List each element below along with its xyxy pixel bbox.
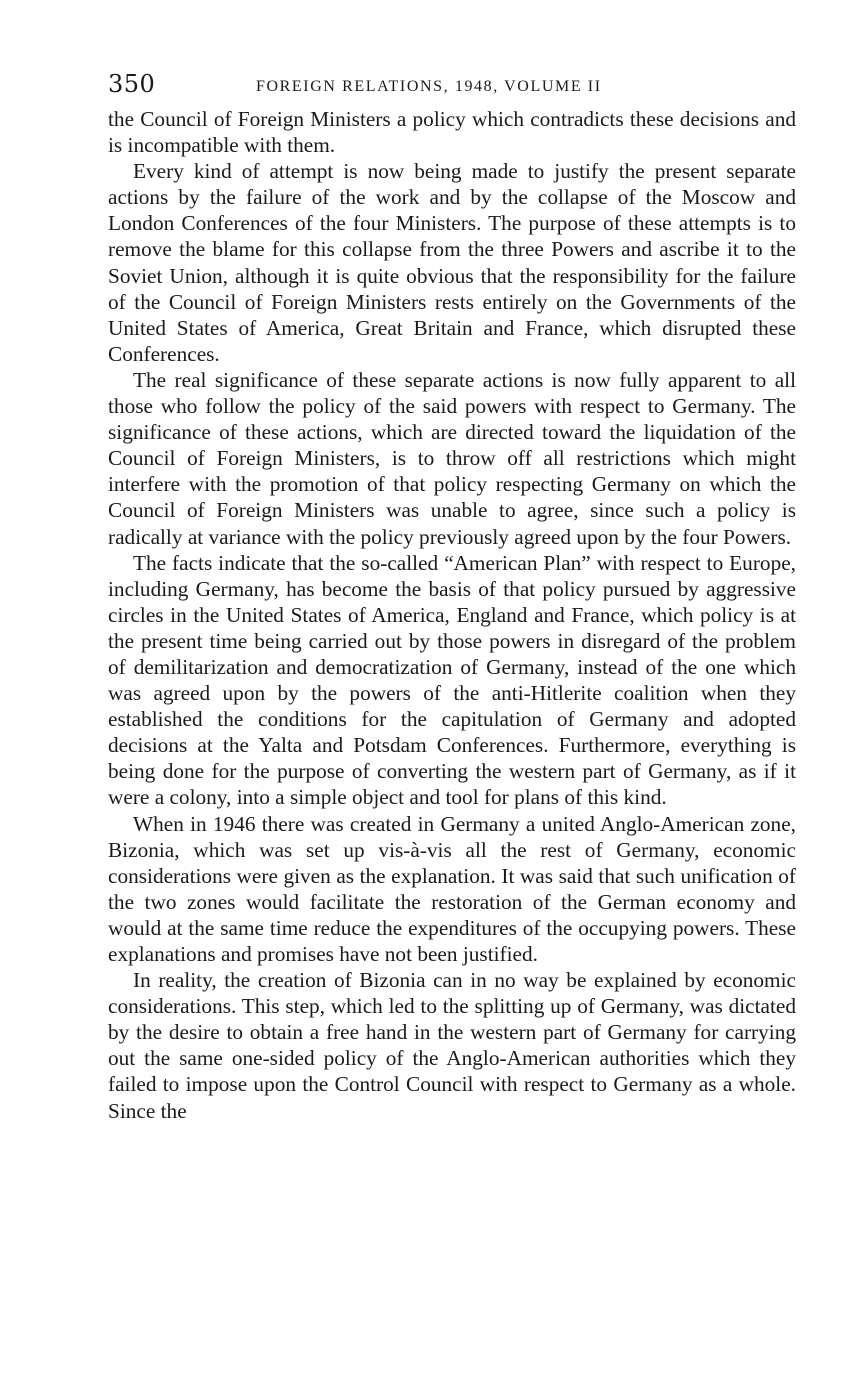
page-number: 350 <box>108 70 156 98</box>
body-text <box>108 106 796 1124</box>
running-head <box>108 70 796 106</box>
document-page <box>108 70 796 1124</box>
paragraph: The real significance of these separate actions is now fully apparent to all those who follow the policy of the said powers with respect to Germany. The significance of these actions, which are directed toward the liquidation of the Council of Foreign Ministers, is to throw off all restrictions which might interfere with the promotion of that policy respecting Germany on which the Council of Foreign Ministers was unable to agree, since such a policy is radically at variance with the policy previously agreed upon by the four Powers. <box>108 367 796 549</box>
paragraph: Every kind of attempt is now being made to justify the present separate actions by the failure of the work and by the collapse of the Moscow and London Conferences of the four Ministers. The purpose of these attempts is to remove the blame for this collapse from the three Powers and ascribe it to the Soviet Union, although it is quite obvious that the responsibility for the failure of the Council of Foreign Ministers rests entirely on the Governments of the United States of America, Great Britain and France, which disrupted these Conferences. <box>108 159 796 366</box>
paragraph: The facts indicate that the so-called “American Plan” with respect to Europe, including Germany, has become the basis of that policy pursued by aggressive circles in the United States of America, England and France, which policy is at the present time being carried out by those powers in disregard of the problem of demilitarization and democratization of Germany, instead of the one which was agreed upon by the powers of the anti-Hitlerite coalition when they established the conditions for the capitulation of Germany and adopted decisions at the Yalta and Potsdam Conferences. Furthermore, everything is being done for the purpose of converting the western part of Germany, as if it were a colony, into a simple object and tool for plans of this kind. <box>108 550 796 810</box>
paragraph: In reality, the creation of Bizonia can in no way be explained by economic considerations. This step, which led to the splitting up of Germany, was dictated by the desire to obtain a free hand in the western part of Germany for carrying out the same one-sided policy of the Anglo-American authorities which they failed to impose upon the Control Council with respect to Germany as a whole. Since the <box>108 968 796 1123</box>
running-title: FOREIGN RELATIONS, 1948, VOLUME II <box>256 78 602 95</box>
paragraph: When in 1946 there was created in Germany a united Anglo-American zone, Bizonia, which was set up vis-à-vis all the rest of Germany, economic considerations were given as the explanation. It was said that such unification of the two zones would facilitate the restoration of the German economy and would at the same time reduce the expenditures of the occupying powers. These explanations and promises have not been justified. <box>108 811 796 966</box>
paragraph-continued: the Council of Foreign Ministers a policy which contradicts these decisions and is incompatible with them. <box>108 107 796 158</box>
